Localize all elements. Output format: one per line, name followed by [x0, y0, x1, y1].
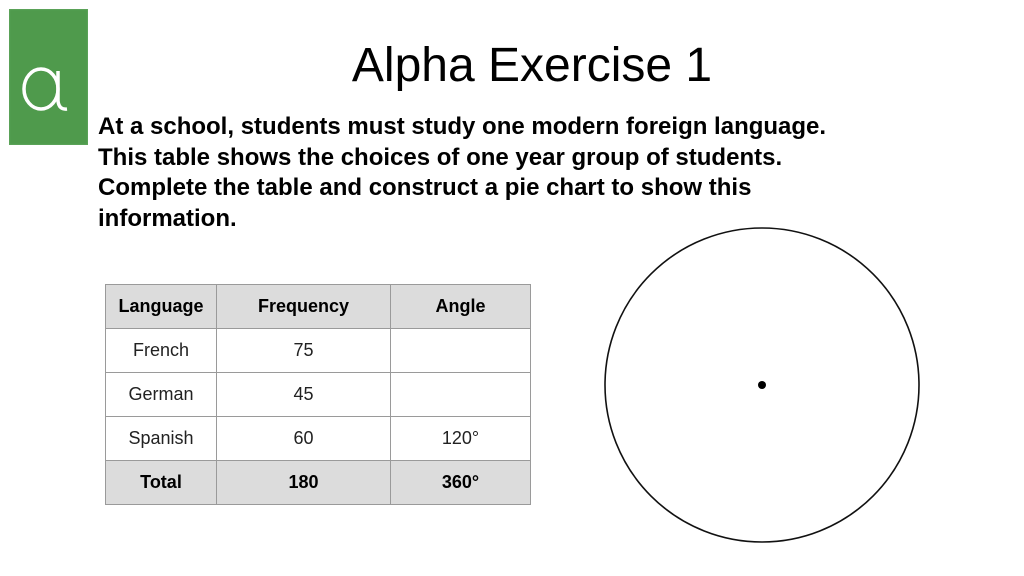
page-title: Alpha Exercise 1 [351, 39, 713, 92]
cell-language: French [106, 329, 217, 373]
cell-angle[interactable] [391, 373, 531, 417]
exercise-prompt [98, 112, 958, 234]
header-frequency: Frequency [217, 285, 391, 329]
cell-frequency: 60 [217, 417, 391, 461]
header-angle: Angle [391, 285, 531, 329]
cell-total-angle: 360° [391, 461, 531, 505]
cell-angle[interactable] [391, 329, 531, 373]
cell-angle: 120° [391, 417, 531, 461]
center-dot [758, 381, 766, 389]
cell-frequency: 75 [217, 329, 391, 373]
empty-pie-circle [600, 224, 924, 548]
prompt-line: At a school, students must study one modern foreign language. [98, 113, 827, 140]
table-row [106, 329, 531, 373]
cell-total-label: Total [106, 461, 217, 505]
cell-language: German [106, 373, 217, 417]
header-language: Language [106, 285, 217, 329]
prompt-line: information. [98, 204, 237, 232]
prompt-line: This table shows the choices of one year group of students. [98, 143, 783, 171]
cell-language: Spanish [106, 417, 217, 461]
cell-total-frequency: 180 [217, 461, 391, 505]
frequency-table [105, 284, 531, 505]
cell-frequency: 45 [217, 373, 391, 417]
table-row [106, 373, 531, 417]
prompt-line: Complete the table and construct a pie chart to show this [98, 174, 752, 201]
table-header-row [106, 285, 531, 329]
table-total-row [106, 461, 531, 505]
table-row [106, 417, 531, 461]
